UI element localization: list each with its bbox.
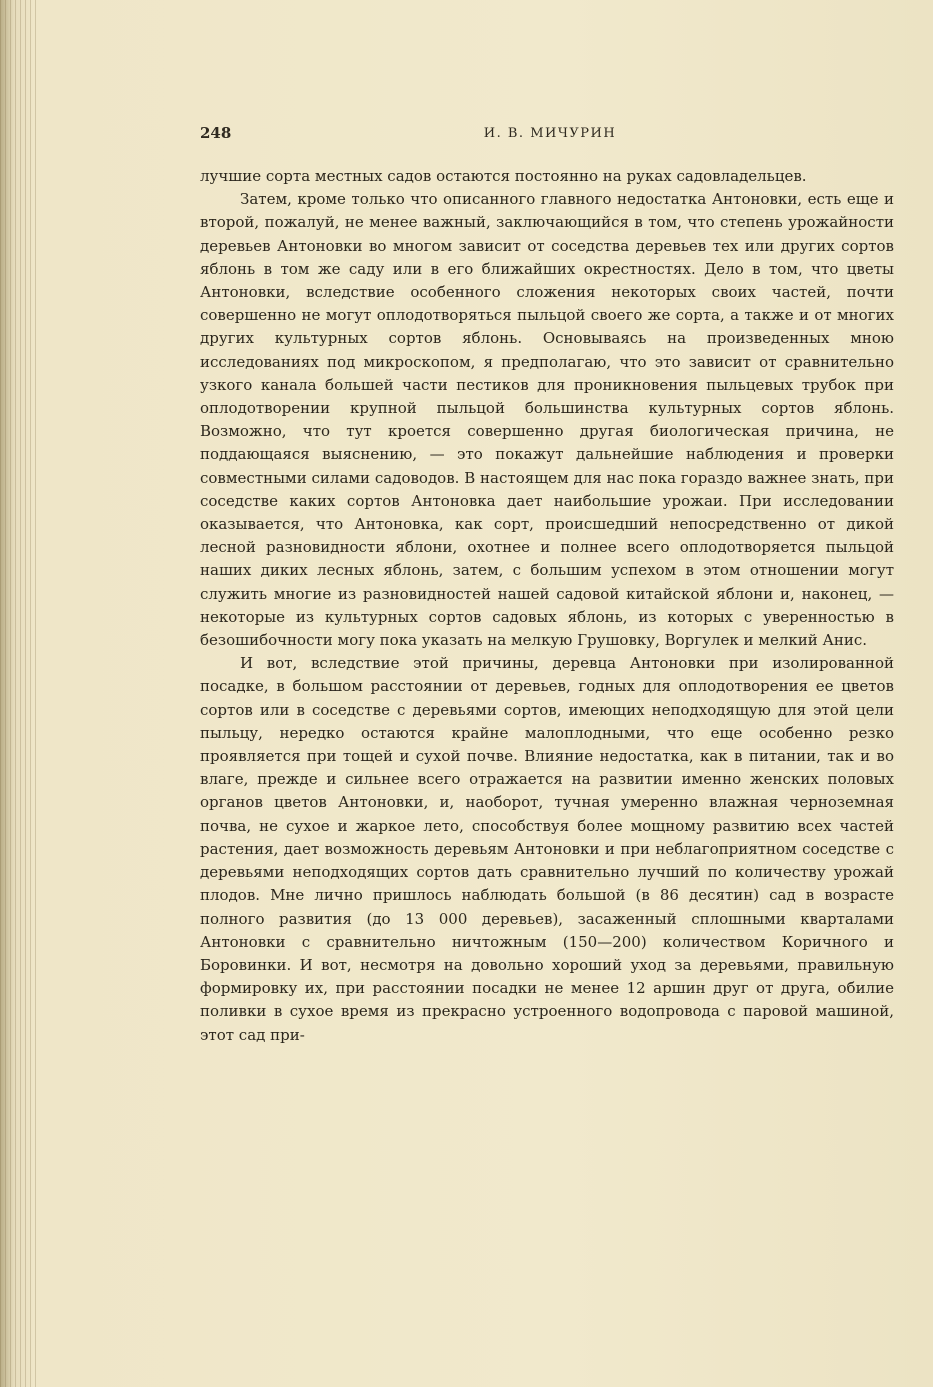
page-edge-stack: [0, 0, 40, 1387]
paragraph: Затем, кроме только что описанного главного недостатка Антоновки, есть еще и второй, пожалуй, не менее важный, заключающийся в том, что степень урожайности деревьев Антоновки во многом зависит от соседства деревьев тех или других сортов яблонь в том же саду или в его ближайших окрестностях. Дело в том, что цветы Антоновки, вследствие особенного сложения некоторых своих частей, почти совершенно не могут оплодотворяться пыльцой своего же сорта, а также и от многих других культурных сортов яблонь. Основываясь на произведенных мною исследованиях под микроскопом, я предполагаю, что это зависит от сравнительно узкого канала большей части пестиков для проникновения пыльцевых трубок при оплодотворении крупной пыльцой большинства культурных сортов яблонь. Возможно, что тут кроется совершенно другая биологическая причина, не поддающаяся выяснению, — это покажут дальнейшие наблюдения и проверки совместными силами садоводов. В настоящем для нас пока гораздо важнее знать, при соседстве каких сортов Антоновка дает наибольшие урожаи. При исследовании оказывается, что Антоновка, как сорт, происшедший непосредственно от дикой лесной разновидности яблони, охотнее и полнее всего оплодотворяется пыльцой наших диких лесных яблонь, затем, с большим успехом в этом отношении могут служить многие из разновидностей нашей садовой китайской яблони и, наконец, — некоторые из культурных сортов садовых яблонь, из которых с уверенностью в безошибочности могу пока указать на мелкую Грушовку, Воргулек и мелкий Анис.: [200, 190, 894, 650]
running-head: И. В. МИЧУРИН: [483, 126, 617, 141]
paragraph: И вот, вследствие этой причины, деревца Антоновки при изолированной посадке, в большом расстоянии от деревьев, годных для оплодотворения ее цветов сортов или в соседстве с деревьями сортов, имеющих неподходящую для этой цели пыльцу, нередко остаются крайне малоплодными, что еще особенно резко проявляется при тощей и сухой почве. Влияние недостатка, как в питании, так и во влаге, прежде и сильнее всего отражается на развитии именно женских половых органов цветов Антоновки, и, наоборот, тучная умеренно влажная черноземная почва, не сухое и жаркое лето, способствуя более мощному развитию всех частей растения, дает возможность деревьям Антоновки и при неблагоприятном соседстве с деревьями неподходящих сортов дать сравнительно лучший по количеству урожай плодов. Мне лично пришлось наблюдать большой (в 86 десятин) сад в возрасте полного развития (до 13 000 деревьев), засаженный сплошными кварталами Антоновки с сравнительно ничтожным (150—200) количеством Коричного и Боровинки. И вот, несмотря на довольно хороший уход за деревьями, правильную формировку их, при расстоянии посадки не менее 12 аршин друг от друга, обилие поливки в сухое время из прекрасно устроенного водопровода с паровой машиной, этот сад при-: [200, 654, 894, 1044]
body-text: [200, 165, 894, 1047]
paragraph-continuation: лучшие сорта местных садов остаются постоянно на руках садовладельцев.: [200, 167, 807, 185]
page-header: [200, 124, 900, 146]
page-number: 248: [200, 124, 232, 142]
